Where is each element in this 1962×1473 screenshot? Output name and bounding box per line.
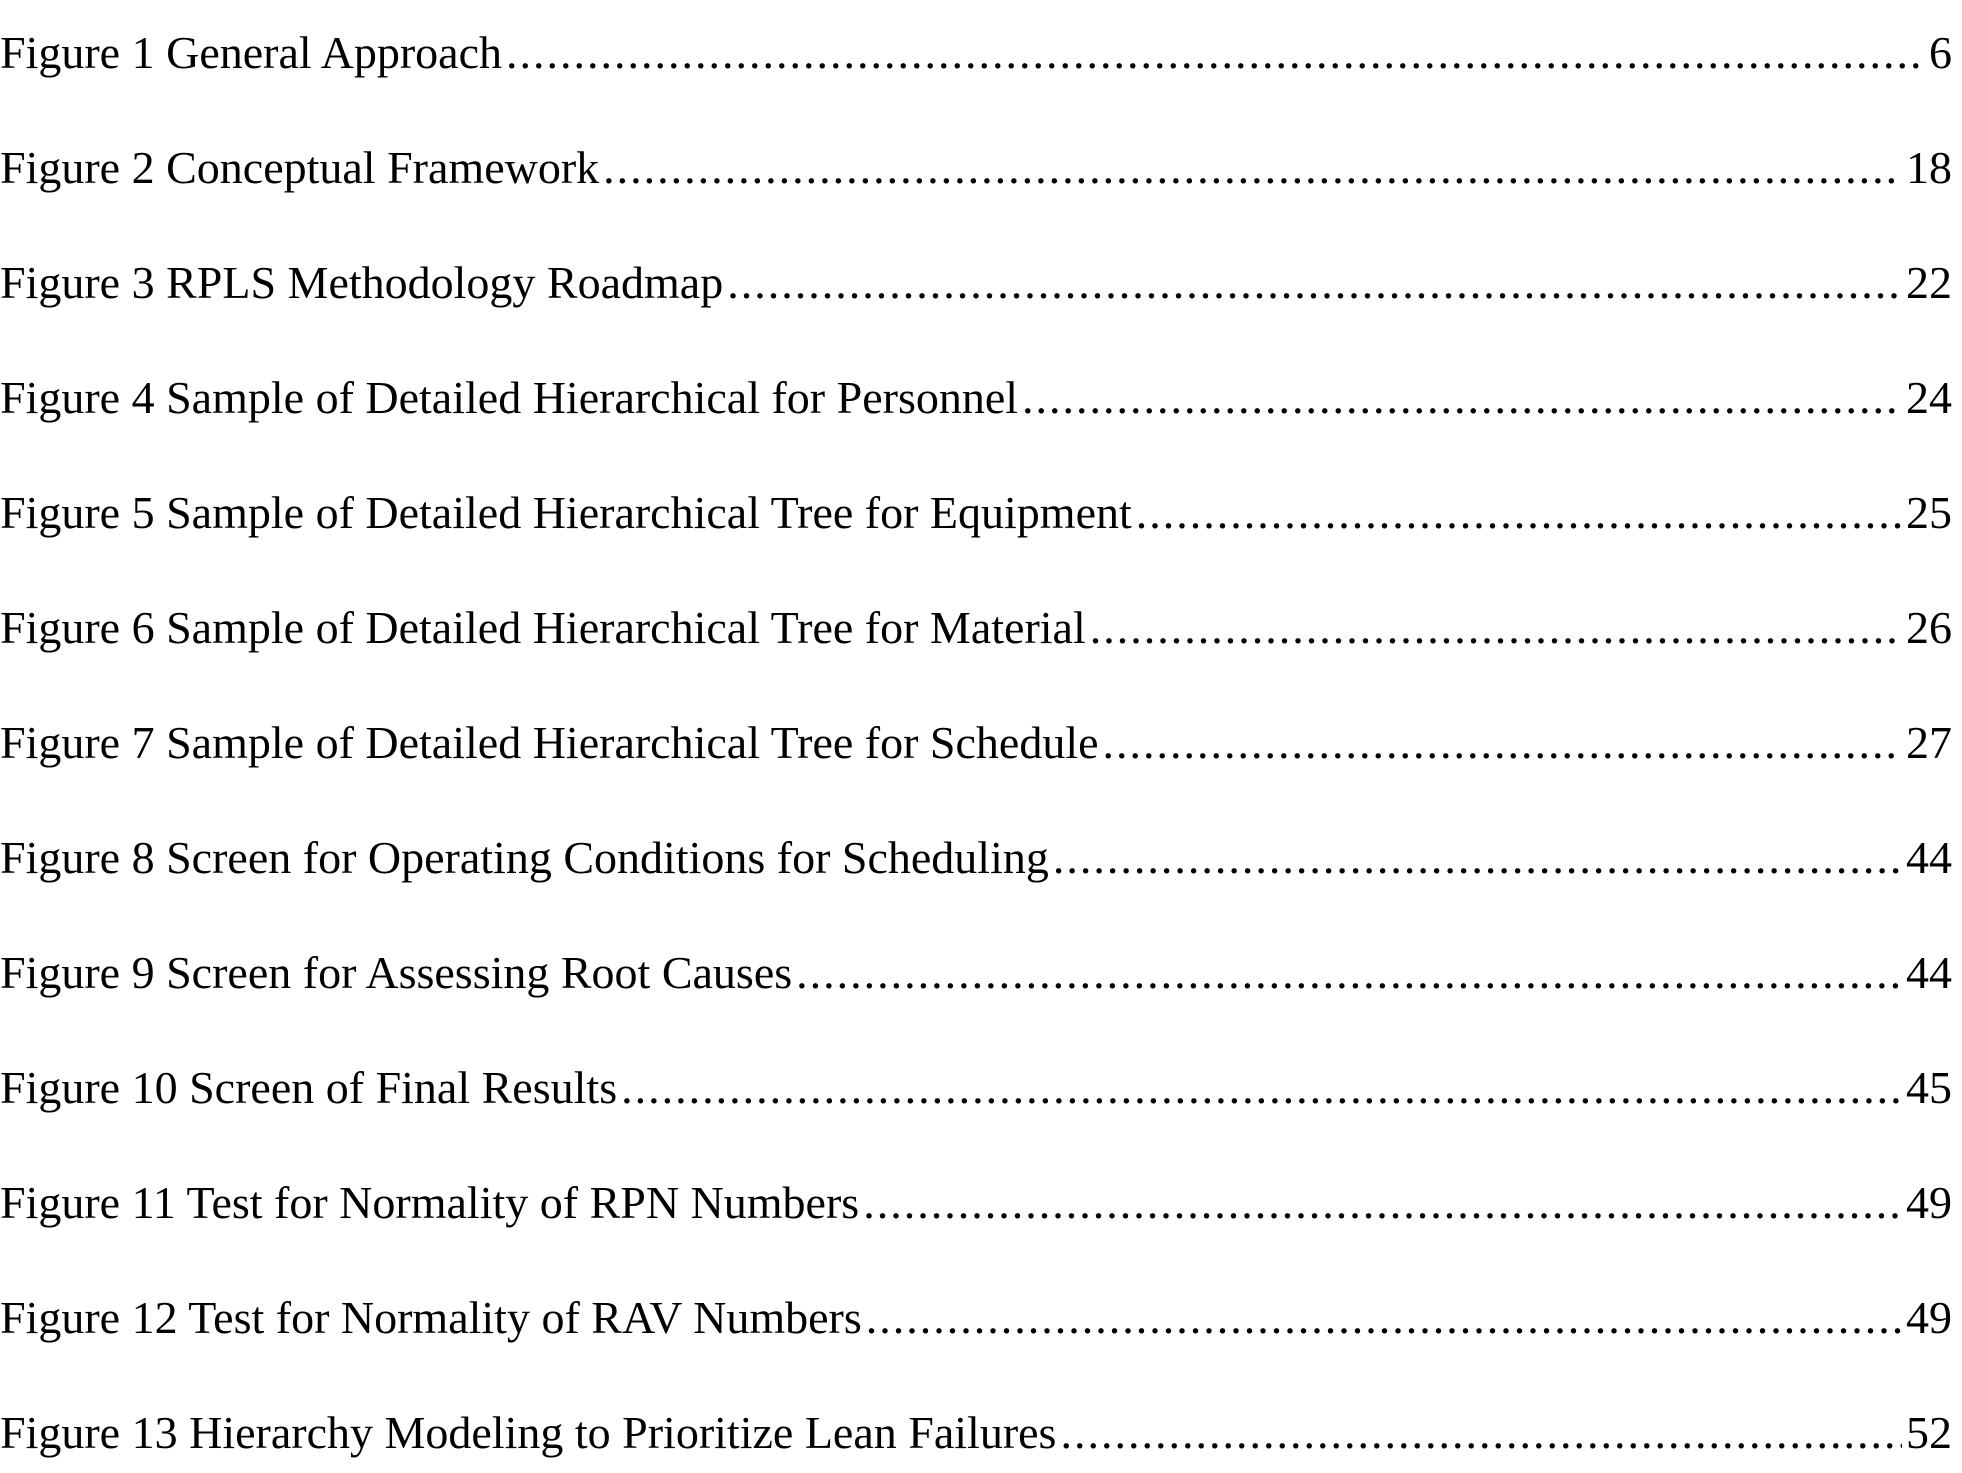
dot-leader [1022,368,1902,428]
dot-leader [796,943,1902,1003]
toc-entry[interactable] [0,943,1952,1003]
toc-entry[interactable] [0,253,1952,313]
toc-entry[interactable] [0,598,1952,658]
entry-label: Figure 10 Screen of Final Results [0,1062,618,1113]
entry-label: Figure 12 Test for Normality of RAV Numbers [0,1292,862,1343]
entry-label: Figure 1 General Approach [0,27,503,78]
page-number: 18 [1906,142,1952,193]
entry-label: Figure 11 Test for Normality of RPN Numbers [0,1177,860,1228]
toc-entry[interactable] [0,368,1952,428]
entry-label: Figure 4 Sample of Detailed Hierarchical for Personnel [0,372,1019,423]
toc-entry[interactable] [0,828,1952,888]
page-number: 27 [1906,717,1952,768]
entry-label: Figure 6 Sample of Detailed Hierarchical Tree for Material [0,602,1086,653]
dot-leader [1103,713,1902,773]
page-number: 45 [1906,1062,1952,1113]
toc-entry[interactable] [0,1058,1952,1118]
page-number: 49 [1906,1177,1952,1228]
toc-entry[interactable] [0,1288,1952,1348]
dot-leader [866,1288,1902,1348]
toc-entry[interactable] [0,483,1952,543]
entry-label: Figure 9 Screen for Assessing Root Causes [0,947,793,998]
dot-leader [621,1058,1902,1118]
toc-entry[interactable] [0,1403,1952,1463]
page-number: 44 [1906,832,1952,883]
page-number: 26 [1906,602,1952,653]
entry-label: Figure 7 Sample of Detailed Hierarchical Tree for Schedule [0,717,1099,768]
toc-entry[interactable] [0,713,1952,773]
entry-label: Figure 13 Hierarchy Modeling to Prioritize Lean Failures [0,1407,1057,1458]
dot-leader [1060,1403,1902,1463]
dot-leader [1053,828,1902,888]
toc-entry[interactable] [0,1173,1952,1233]
page-number: 24 [1906,372,1952,423]
entry-label: Figure 8 Screen for Operating Conditions for Scheduling [0,832,1049,883]
entry-label: Figure 3 RPLS Methodology Roadmap [0,257,724,308]
dot-leader [727,253,1902,313]
page-number: 49 [1906,1292,1952,1343]
page-number: 22 [1906,257,1952,308]
page-number: 44 [1906,947,1952,998]
entry-label: Figure 5 Sample of Detailed Hierarchical Tree for Equipment [0,487,1132,538]
dot-leader [1090,598,1902,658]
entry-label: Figure 2 Conceptual Framework [0,142,600,193]
dot-leader [1136,483,1902,543]
page-number: 52 [1906,1407,1952,1458]
page-number: 6 [1929,27,1952,78]
dot-leader [603,138,1902,198]
page-number: 25 [1906,487,1952,538]
dot-leader [506,23,1925,83]
toc-entry[interactable] [0,138,1952,198]
toc-entry[interactable] [0,23,1952,83]
dot-leader [863,1173,1902,1233]
